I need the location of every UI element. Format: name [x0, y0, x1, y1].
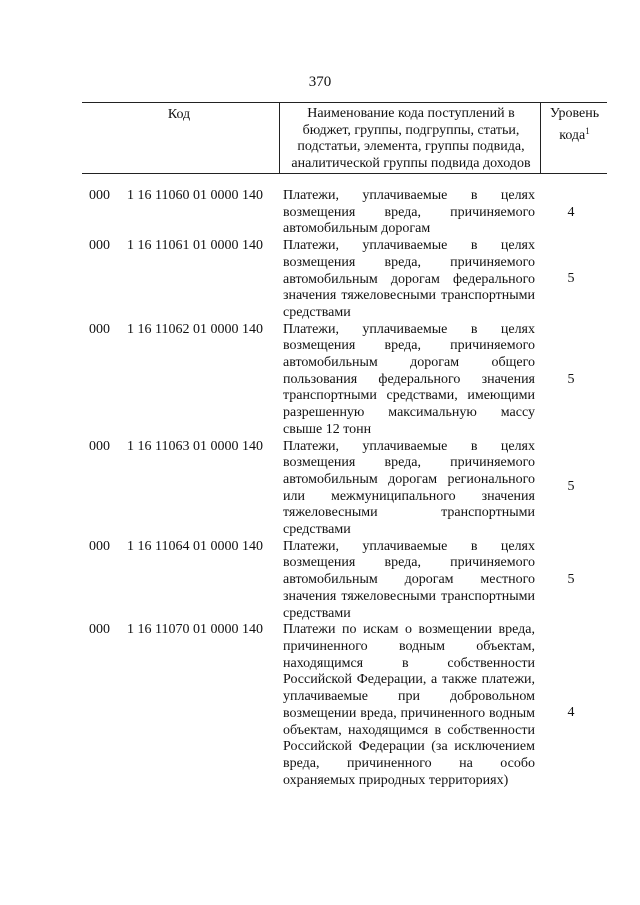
- code-level: 5: [567, 571, 575, 587]
- table-row: [0, 622, 640, 789]
- revenue-code: 1 16 11061 01 0000 140: [127, 238, 263, 254]
- revenue-code: 1 16 11063 01 0000 140: [127, 438, 263, 454]
- table-row: [0, 439, 640, 539]
- admin-code: 000: [89, 188, 110, 203]
- table-body: [0, 188, 640, 789]
- table-header: [82, 102, 607, 174]
- header-code: Код: [167, 107, 191, 122]
- revenue-name: Платежи, уплачиваемые в целях возмещения вреда, причиняемого автомобильным дорогам: [283, 188, 535, 237]
- revenue-code: 1 16 11062 01 0000 140: [127, 321, 263, 337]
- table-row: [0, 238, 640, 322]
- admin-code: 000: [89, 321, 110, 337]
- header-level: [542, 106, 607, 144]
- header-name: Наименование кода поступлений в бюджет, группы, подгруппы, статьи, подстатьи, элемента, группы подвида, аналитической группы подвида доходов: [291, 106, 531, 171]
- code-level: 4: [567, 705, 575, 721]
- page-number: 370: [308, 74, 332, 90]
- admin-code: 000: [89, 438, 110, 454]
- header-level-footnote: 1: [585, 125, 590, 136]
- code-level: 5: [567, 271, 575, 287]
- admin-code: 000: [89, 538, 110, 554]
- revenue-name: Платежи по искам о возмещении вреда, причиненного водным объектам, находящимся в собственности Российской Федерации, а также платежи, уплачиваемые при добровольном возмещении вреда, причиненного водным объектам, находящимся в собственности Российской Федерации (за исключением вреда, причиненного на особо охраняемых природных территориях): [283, 622, 535, 788]
- revenue-code: 1 16 11064 01 0000 140: [127, 538, 263, 554]
- revenue-name: Платежи, уплачиваемые в целях возмещения вреда, причиняемого автомобильным дорогам общего пользования федерального значения транспортными средствами, имеющими разрешенную максимальную массу свыше 12 тонн: [283, 321, 535, 437]
- revenue-code: 1 16 11060 01 0000 140: [127, 188, 263, 203]
- code-level: 5: [567, 478, 575, 494]
- admin-code: 000: [89, 238, 110, 254]
- table-row: [0, 322, 640, 439]
- revenue-code: 1 16 11070 01 0000 140: [127, 622, 263, 638]
- revenue-name: Платежи, уплачиваемые в целях возмещения вреда, причиняемого автомобильным дорогам федерального значения тяжеловесными транспортными средствами: [283, 238, 535, 320]
- header-divider: [279, 103, 280, 173]
- table-row: [0, 188, 640, 238]
- revenue-name: Платежи, уплачиваемые в целях возмещения вреда, причиняемого автомобильным дорогам регионального или межмуниципального значения тяжеловесными транспортными средствами: [283, 438, 535, 538]
- header-divider: [540, 103, 541, 173]
- revenue-name: Платежи, уплачиваемые в целях возмещения вреда, причиняемого автомобильным дорогам местного значения тяжеловесными транспортными средствами: [283, 538, 535, 621]
- code-level: 5: [567, 371, 575, 387]
- table-row: [0, 539, 640, 623]
- code-level: 4: [567, 205, 575, 220]
- admin-code: 000: [89, 622, 110, 638]
- header-level-text: Уровень кода: [549, 106, 600, 143]
